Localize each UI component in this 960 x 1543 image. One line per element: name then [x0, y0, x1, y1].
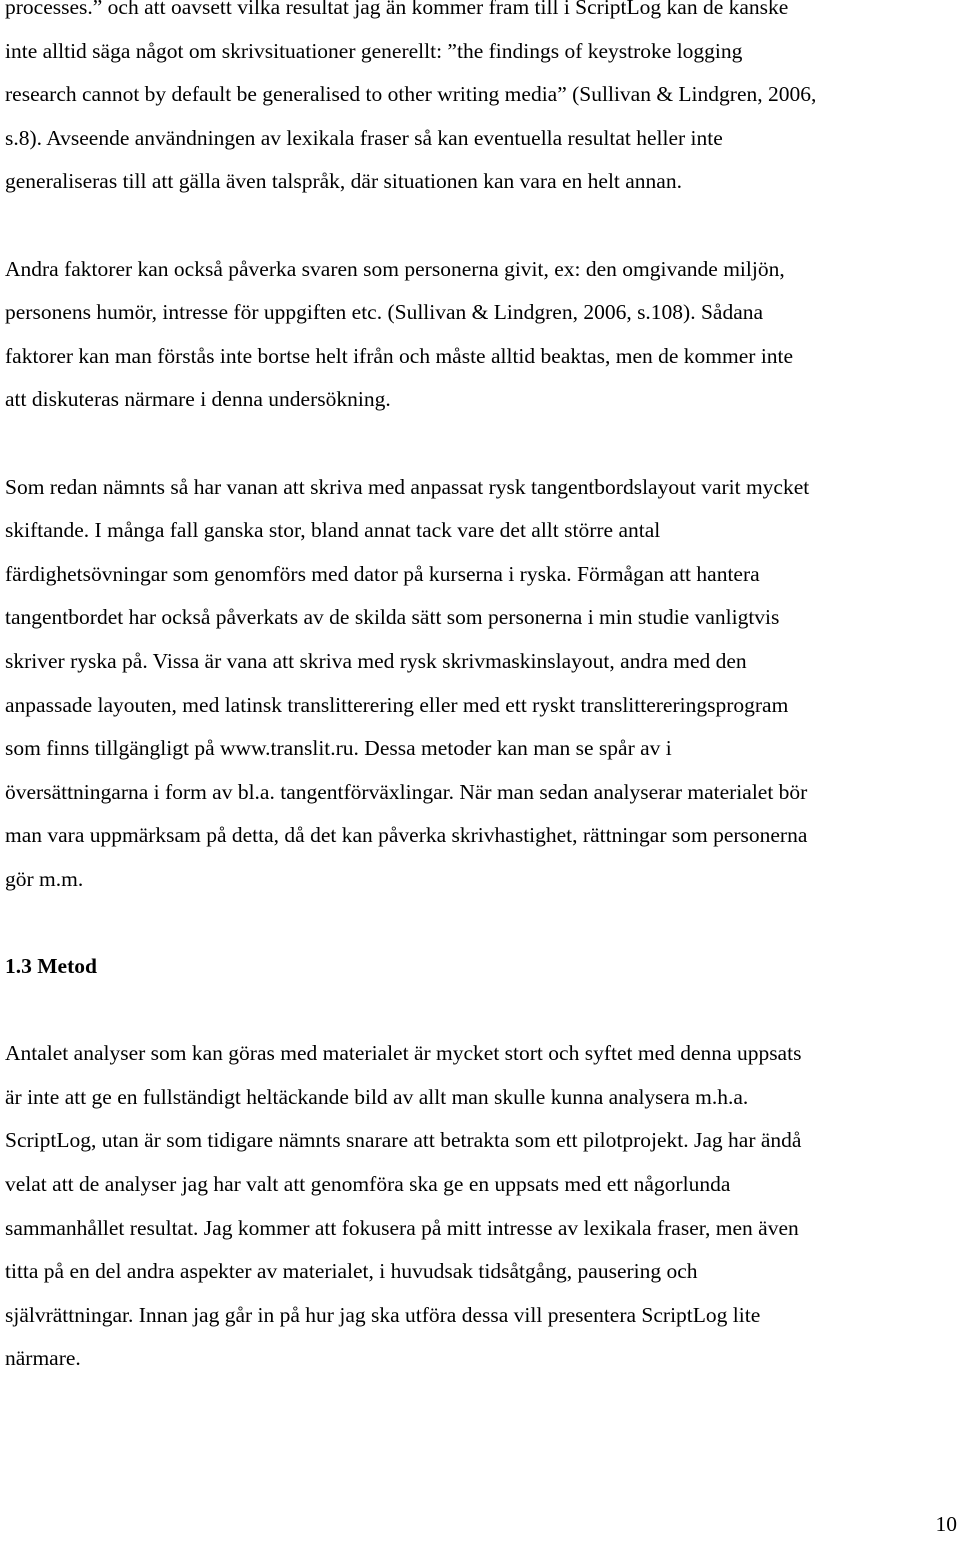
- document-page: [5, 0, 957, 1381]
- paragraph-line: velat att de analyser jag har valt att genomföra ska ge en uppsats med ett någorlunda: [5, 1172, 731, 1197]
- paragraph-1: [5, 0, 957, 204]
- paragraph-line: skriver ryska på. Vissa är vana att skriva med rysk skrivmaskinslayout, andra med den: [5, 648, 747, 673]
- paragraph-2: [5, 248, 957, 422]
- paragraph-spacer: [5, 901, 957, 945]
- paragraph-spacer: [5, 989, 957, 1033]
- paragraph-3: [5, 466, 957, 902]
- paragraph-line: närmare.: [5, 1346, 81, 1371]
- paragraph-line: personens humör, intresse för uppgiften etc. (Sullivan & Lindgren, 2006, s.108). Sådana: [5, 300, 764, 325]
- paragraph-line: Antalet analyser som kan göras med materialet är mycket stort och syftet med denna uppsats: [5, 1041, 802, 1066]
- paragraph-line: faktorer kan man förstås inte bortse helt ifrån och måste alltid beaktas, men de kommer inte: [5, 343, 794, 368]
- paragraph-line: Som redan nämnts så har vanan att skriva med anpassat rysk tangentbordslayout varit mycket: [5, 474, 810, 499]
- paragraph-line: Andra faktorer kan också påverka svaren som personerna givit, ex: den omgivande miljön,: [5, 256, 785, 281]
- paragraph-line: generaliseras till att gälla även talspråk, där situationen kan vara en helt annan.: [5, 169, 682, 194]
- paragraph-line: sammanhållet resultat. Jag kommer att fokusera på mitt intresse av lexikala fraser, men även: [5, 1215, 799, 1240]
- paragraph-line: s.8). Avseende användningen av lexikala fraser så kan eventuella resultat heller inte: [5, 125, 723, 150]
- paragraph-line: ScriptLog, utan är som tidigare nämnts snarare att betrakta som ett pilotprojekt. Jag har ändå: [5, 1128, 802, 1153]
- paragraph-line: gör m.m.: [5, 866, 84, 891]
- page-number: 10: [935, 1512, 957, 1536]
- paragraph-line: tangentbordet har också påverkats av de skilda sätt som personerna i min studie vanligtvis: [5, 605, 780, 630]
- paragraph-line: research cannot by default be generalised to other writing media” (Sullivan & Lindgren, 2006,: [5, 82, 817, 107]
- paragraph-line: anpassade layouten, med latinsk translitterering eller med ett ryskt translittereringsprogram: [5, 692, 789, 717]
- paragraph-spacer: [5, 204, 957, 248]
- paragraph-line: som finns tillgängligt på www.translit.ru. Dessa metoder kan man se spår av i: [5, 736, 672, 761]
- paragraph-spacer: [5, 422, 957, 466]
- paragraph-line: översättningarna i form av bl.a. tangentförväxlingar. När man sedan analyserar materialet bör: [5, 779, 808, 804]
- paragraph-line: processes.” och att oavsett vilka resultat jag än kommer fram till i ScriptLog kan de kanske: [5, 0, 789, 19]
- paragraph-line: färdighetsövningar som genomförs med dator på kurserna i ryska. Förmågan att hantera: [5, 561, 760, 586]
- section-heading: 1.3 Metod: [5, 954, 97, 979]
- paragraph-line: titta på en del andra aspekter av materialet, i huvudsak tidsåtgång, pausering och: [5, 1259, 698, 1284]
- paragraph-line: skiftande. I många fall ganska stor, bland annat tack vare det allt större antal: [5, 518, 661, 543]
- paragraph-line: inte alltid säga något om skrivsituationer generellt: ”the findings of keystroke logging: [5, 38, 743, 63]
- paragraph-line: att diskuteras närmare i denna undersökning.: [5, 387, 391, 412]
- paragraph-line: är inte att ge en fullständigt heltäckande bild av allt man skulle kunna analysera m.h.a.: [5, 1084, 749, 1109]
- paragraph-4: [5, 1032, 957, 1381]
- paragraph-line: man vara uppmärksam på detta, då det kan påverka skrivhastighet, rättningar som personerna: [5, 823, 808, 848]
- paragraph-line: självrättningar. Innan jag går in på hur jag ska utföra dessa vill presentera ScriptLog lite: [5, 1302, 761, 1327]
